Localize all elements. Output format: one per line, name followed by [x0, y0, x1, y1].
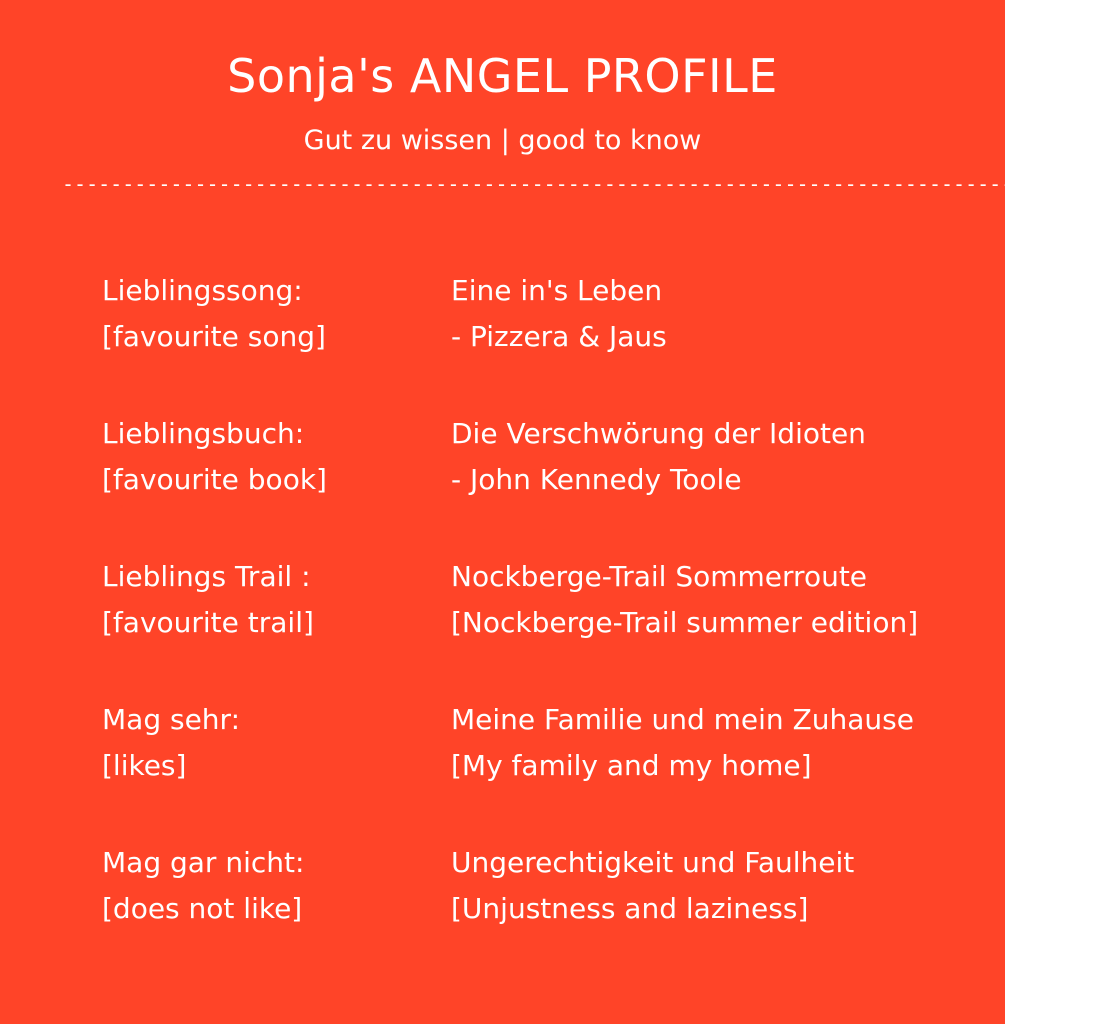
value-line-1: Meine Familie und mein Zuhause — [451, 703, 914, 736]
label-german: Lieblingssong: — [102, 274, 303, 307]
value-line-1: Nockberge-Trail Sommerroute — [451, 560, 868, 593]
value-line-1: Die Verschwörung der Idioten — [451, 417, 866, 450]
row-value — [451, 697, 914, 789]
label-english: [favourite song] — [102, 320, 326, 353]
profile-list — [0, 268, 1005, 983]
value-line-2: [Nockberge-Trail summer edition] — [451, 606, 919, 639]
row-label — [102, 697, 240, 789]
row-label — [102, 268, 326, 360]
value-line-1: Eine in's Leben — [451, 274, 663, 307]
label-german: Mag gar nicht: — [102, 846, 305, 879]
label-english: [favourite book] — [102, 463, 327, 496]
label-english: [likes] — [102, 749, 187, 782]
label-english: [does not like] — [102, 892, 303, 925]
label-english: [favourite trail] — [102, 606, 314, 639]
value-line-2: - John Kennedy Toole — [451, 463, 742, 496]
row-label — [102, 411, 327, 503]
row-label — [102, 840, 304, 932]
profile-row-song — [0, 268, 1005, 411]
label-german: Lieblingsbuch: — [102, 417, 305, 450]
profile-row-likes — [0, 697, 1005, 840]
row-value — [451, 840, 854, 932]
dashed-divider: -------------------------------------------------------------------------------------- — [62, 172, 1098, 196]
label-german: Lieblings Trail : — [102, 560, 311, 593]
value-line-2: - Pizzera & Jaus — [451, 320, 667, 353]
profile-row-book — [0, 411, 1005, 554]
profile-row-dislikes — [0, 840, 1005, 983]
value-line-1: Ungerechtigkeit und Faulheit — [451, 846, 855, 879]
row-value — [451, 268, 667, 360]
value-line-2: [Unjustness and laziness] — [451, 892, 809, 925]
row-value — [451, 411, 866, 503]
value-line-2: [My family and my home] — [451, 749, 812, 782]
row-value — [451, 554, 918, 646]
label-german: Mag sehr: — [102, 703, 241, 736]
page-subtitle: Gut zu wissen | good to know — [303, 125, 702, 156]
page-title: Sonja's ANGEL PROFILE — [227, 49, 778, 103]
row-label — [102, 554, 314, 646]
profile-row-trail — [0, 554, 1005, 697]
